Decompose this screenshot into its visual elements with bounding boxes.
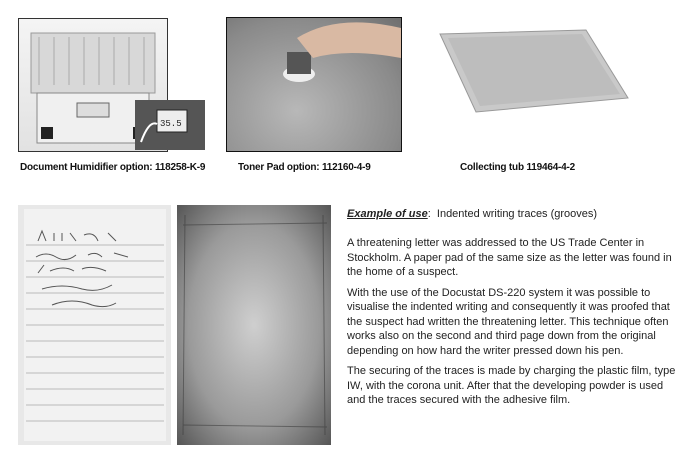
paragraph-3: The securing of the traces is made by charging the plastic film, type IW, with the corona unit. After that the developing powder is used and the traces secured with the adhesive film. [347,365,676,406]
paragraph-1: A threatening letter was addressed to the US Trade Center in Stockholm. A paper pad of the same size as the letter was found in the home of a suspect. [347,237,672,278]
example-body [347,236,682,414]
example-heading: Example of use [347,208,428,220]
developed-traces-photo [177,205,331,445]
svg-text:35.5: 35.5 [160,119,182,129]
collecting-tub-photo [436,28,632,114]
thermometer-inset-photo [135,100,205,150]
toner-pad-caption: Toner Pad option: 112160-4-9 [238,162,371,173]
example-heading-sep: : [427,208,431,220]
collecting-tub-caption: Collecting tub 119464-4-2 [460,162,576,173]
example-subtitle: Indented writing traces (grooves) [436,208,598,220]
handwritten-letter-photo [18,205,171,445]
example-heading-line [347,207,682,222]
humidifier-caption: Document Humidifier option: 118258-K-9 [20,162,206,173]
toner-pad-photo [226,17,402,152]
paragraph-2: With the use of the Docustat DS-220 system it was possible to visualise the indented writing and consequently it was proofed that the suspect had written the threatening letter. This technique often works also on the second and third page down from the original depending on how hard the writer pressed down his pen. [347,286,670,357]
